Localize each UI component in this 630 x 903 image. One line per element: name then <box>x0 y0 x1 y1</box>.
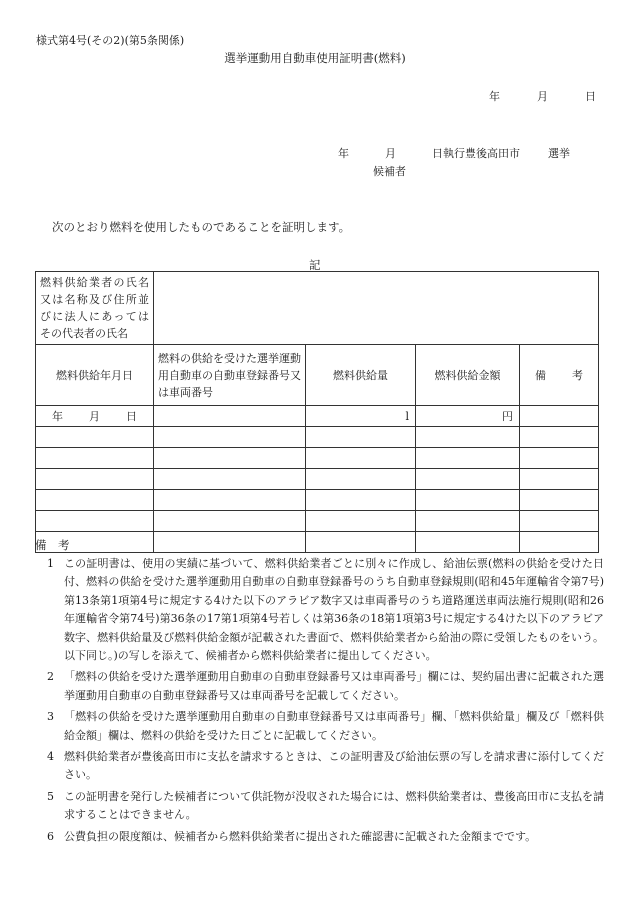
quantity-cell[interactable] <box>306 469 416 490</box>
quantity-cell[interactable] <box>306 532 416 553</box>
vehicle-number-cell[interactable] <box>154 427 306 448</box>
supply-date-cell[interactable] <box>36 469 154 490</box>
amount-unit: 円 <box>502 410 513 423</box>
remarks-cell[interactable] <box>520 406 599 427</box>
vehicle-number-cell[interactable] <box>154 511 306 532</box>
note-item <box>44 668 604 705</box>
vehicle-number-cell[interactable] <box>154 448 306 469</box>
note-item <box>44 828 604 846</box>
amount-cell[interactable] <box>416 448 520 469</box>
quantity-unit: l <box>405 409 409 423</box>
amount-cell[interactable] <box>416 511 520 532</box>
election-date-text: 日執行豊後高田市 <box>432 147 520 160</box>
supply-day-label: 日 <box>126 410 137 423</box>
quantity-cell[interactable] <box>306 427 416 448</box>
note-item <box>44 555 604 665</box>
amount-cell[interactable] <box>416 490 520 511</box>
table-row <box>36 427 599 448</box>
header-quantity-text: 燃料供給量 <box>333 369 388 382</box>
certification-statement: 次のとおり燃料を使用したものであることを証明します。 <box>52 220 351 234</box>
election-type-label: 選挙 <box>548 147 570 160</box>
supply-year-label: 年 <box>52 410 63 423</box>
note-text: 燃料供給業者が豊後高田市に支払を請求するときは、この証明書及び給油伝票の写しを請求書に添付してください。 <box>64 750 604 782</box>
date-month-label: 月 <box>537 90 548 103</box>
remarks-cell[interactable] <box>520 490 599 511</box>
amount-cell[interactable] <box>416 532 520 553</box>
note-text: 公費負担の限度額は、候補者から燃料供給業者に提出された確認書に記載された金額までです。 <box>64 829 537 843</box>
header-remarks <box>520 345 599 406</box>
header-remarks-ko: 考 <box>572 369 583 382</box>
candidate-label: 候補者 <box>373 165 406 178</box>
quantity-cell[interactable] <box>306 490 416 511</box>
quantity-cell[interactable] <box>306 448 416 469</box>
supply-date-cell[interactable] <box>36 448 154 469</box>
header-date-text: 燃料供給年月日 <box>56 369 133 382</box>
notes-heading: 備 考 <box>35 538 70 552</box>
amount-cell[interactable] <box>416 427 520 448</box>
supply-month-label: 月 <box>89 410 100 423</box>
election-year-label: 年 <box>338 147 349 160</box>
document-title: 選挙運動用自動車使用証明書(燃料) <box>224 51 406 65</box>
supplier-label <box>36 272 154 345</box>
date-year-label: 年 <box>489 90 500 103</box>
supplier-field[interactable] <box>154 272 599 345</box>
table-row <box>36 406 599 427</box>
table-row <box>36 448 599 469</box>
note-item <box>44 788 604 825</box>
header-vehicle <box>154 345 306 406</box>
table-row <box>36 469 599 490</box>
remarks-cell[interactable] <box>520 469 599 490</box>
header-remarks-bi: 備 <box>535 369 546 382</box>
amount-cell[interactable] <box>416 469 520 490</box>
header-row <box>36 345 599 406</box>
note-number: 4 <box>47 750 54 764</box>
header-amount-text: 燃料供給金額 <box>434 369 501 382</box>
header-vehicle-text: 燃料の供給を受けた選挙運動用自動車の自動車登録番号又は車両番号 <box>158 351 301 399</box>
supply-date-cell[interactable] <box>36 490 154 511</box>
note-text: 「燃料の供給を受けた選挙運動用自動車の自動車登録番号又は車両番号」欄、「燃料供給量」欄及び「燃料供給金額」欄は、燃料の供給を受けた日ごとに記載してください。 <box>64 710 604 742</box>
note-text: 「燃料の供給を受けた選挙運動用自動車の自動車登録番号又は車両番号」欄には、契約届出書に記載された選挙運動用自動車の自動車登録番号又は車両番号を記載してください。 <box>64 670 604 702</box>
note-number: 2 <box>47 670 54 684</box>
fuel-usage-table <box>35 271 599 553</box>
supply-date-cell[interactable] <box>36 427 154 448</box>
header-amount <box>416 345 520 406</box>
header-date <box>36 345 154 406</box>
table-row <box>36 511 599 532</box>
supplier-label-text: 燃料供給業者の氏名又は名称及び住所並びに法人にあってはその代表者の氏名 <box>40 276 149 340</box>
notes-list <box>44 555 604 849</box>
remarks-cell[interactable] <box>520 532 599 553</box>
table-row <box>36 490 599 511</box>
remarks-cell[interactable] <box>520 511 599 532</box>
supply-date-cell[interactable] <box>36 511 154 532</box>
supplier-row <box>36 272 599 345</box>
amount-cell[interactable] <box>416 406 520 427</box>
vehicle-number-cell[interactable] <box>154 469 306 490</box>
table-row <box>36 532 599 553</box>
remarks-cell[interactable] <box>520 427 599 448</box>
vehicle-number-cell[interactable] <box>154 406 306 427</box>
date-day-label: 日 <box>585 90 596 103</box>
quantity-cell[interactable] <box>306 511 416 532</box>
note-text: この証明書は、使用の実績に基づいて、燃料供給業者ごとに別々に作成し、給油伝票(燃料の供給を受けた日付、燃料の供給を受けた選挙運動用自動車の自動車登録番号のうち自動車登録規則(昭和45年運輸省令第7号)第13条第1項第4号に規定する4けた以下のアラビア数字又は車両番号のうち道路運送車両法施行規則(昭和26年運輸省令第74号)第36条の17第1項第4号若しくは第36条の18第1項第3号に規定する4けた以下のアラビア数字、燃料供給量及び燃料供給金額が記載された書面で、燃料供給業者から給油の際に受領したものをいう。以下同じ。)の写しを添えて、候補者から燃料供給業者に提出してください。 <box>64 557 604 663</box>
remarks-cell[interactable] <box>520 448 599 469</box>
header-quantity <box>306 345 416 406</box>
ki-heading: 記 <box>309 258 321 272</box>
note-text: この証明書を発行した候補者について供託物が没収された場合には、燃料供給業者は、豊後高田市に支払を請求することはできません。 <box>64 789 604 822</box>
note-item <box>44 748 604 785</box>
supply-date-cell[interactable] <box>36 406 154 427</box>
election-month-label: 月 <box>385 147 396 160</box>
vehicle-number-cell[interactable] <box>154 490 306 511</box>
vehicle-number-cell[interactable] <box>154 532 306 553</box>
form-number: 様式第4号(その2)(第5条関係) <box>36 34 185 47</box>
quantity-cell[interactable] <box>306 406 416 427</box>
note-number: 6 <box>47 829 54 843</box>
note-number: 3 <box>47 710 54 724</box>
note-number: 1 <box>47 557 54 570</box>
note-item <box>44 708 604 745</box>
note-number: 5 <box>47 789 54 803</box>
